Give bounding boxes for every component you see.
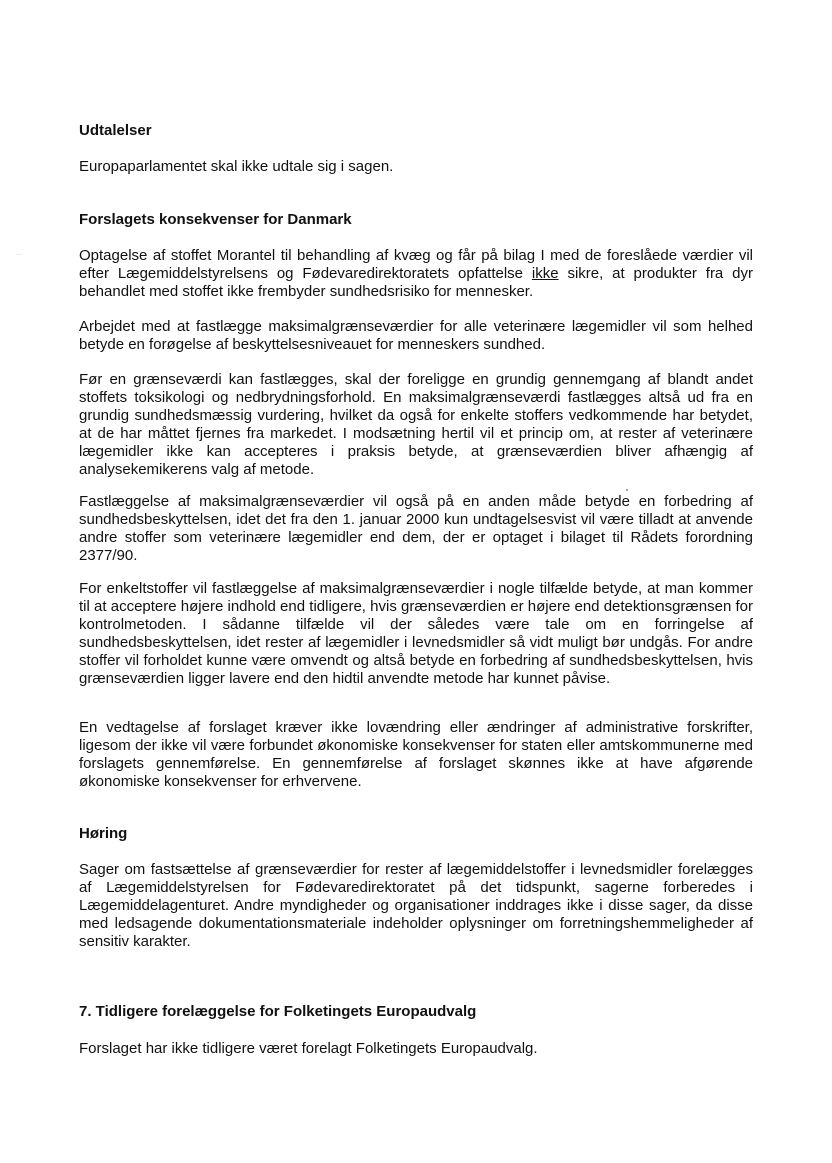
paragraph-tidligere: Forslaget har ikke tidligere været forelagt Folketingets Europaudvalg. — [79, 1040, 538, 1057]
paragraph-konsekvenser-4: Fastlæggelse af maksimalgrænseværdier vil også på en anden måde betyde en forbedring af sundhedsbeskyttelsen, idet det fra den 1. januar 2000 kun undtagelsesvist vil være tilladt at anvende andre stoffer som veterinære lægemidler end dem, der er optaget i bilaget til Rådets forordning 2377/90. — [79, 493, 753, 564]
paragraph-konsekvenser-2: Arbejdet med at fastlægge maksimalgrænseværdier for alle veterinære lægemidler vil som helhed betyde en forøgelse af beskyttelsesniveauet for menneskers sundhed. — [79, 318, 753, 353]
heading-konsekvenser: Forslagets konsekvenser for Danmark — [79, 211, 352, 228]
heading-udtalelser: Udtalelser — [79, 122, 152, 139]
p1-underlined-word: ikke — [531, 265, 559, 282]
scan-mark: ··· — [16, 252, 22, 258]
heading-tidligere: 7. Tidligere forelæggelse for Folketingets Europaudvalg — [79, 1003, 477, 1020]
heading-hoering: Høring — [79, 825, 128, 842]
paragraph-hoering: Sager om fastsættelse af grænseværdier for rester af lægemiddelstoffer i levnedsmidler forelægges af Lægemiddelstyrelsen for Fødevaredirektoratet på det tidspunkt, sagerne forberedes i Lægemiddelagenturet. Andre myndigheder og organisationer inddrages ikke i disse sager, da disse med ledsagende dokumentationsmateriale indeholder oplysninger om forretningshemmeligheder af sensitiv karakter. — [79, 861, 753, 950]
paragraph-konsekvenser-1 — [79, 247, 753, 301]
p1-text-before: Optagelse af stoffet Morantel til behandling af kvæg og får på bilag I med de foreslåede værdier vil efter Lægemiddelstyrelsens og Fødevaredirektoratets opfattelse — [79, 247, 753, 282]
paragraph-konsekvenser-6: En vedtagelse af forslaget kræver ikke lovændring eller ændringer af administrative forskrifter, ligesom der ikke vil være forbundet økonomiske konsekvenser for staten eller amtskommunerne med forslagets gennemførelse. En gennemførelse af forslaget skønnes ikke at have afgørende økonomiske konsekvenser for erhvervene. — [79, 719, 753, 790]
paragraph-konsekvenser-5: For enkeltstoffer vil fastlæggelse af maksimalgrænseværdier i nogle tilfælde betyde, at man kommer til at acceptere højere indhold end tidligere, hvis grænseværdien er højere end detektionsgrænsen for kontrolmetoden. I sådanne tilfælde vil der således være tale om en forringelse af sundhedsbeskyttelsen, idet rester af lægemidler i levnedsmidler så vidt muligt bør undgås. For andre stoffer vil forholdet kunne være omvendt og altså betyde en forbedring af sundhedsbeskyttelsen, hvis grænseværdien ligger lavere end den hidtil anvendte metode har kunnet påvise. — [79, 580, 753, 687]
p1-text-after: sikre, at produkter fra dyr behandlet med stoffet ikke frembyder sundhedsrisiko for mennesker. — [79, 265, 753, 300]
paragraph-udtalelser: Europaparlamentet skal ikke udtale sig i sagen. — [79, 158, 394, 175]
scan-speck — [626, 489, 628, 491]
paragraph-konsekvenser-3: Før en grænseværdi kan fastlægges, skal der foreligge en grundig gennemgang af blandt andet stoffets toksikologi og nedbrydningsforhold. En maksimalgrænseværdi fastlægges altså ud fra en grundig sundhedsmæssig vurdering, hvilket da også for enkelte stoffers vedkommende har betydet, at de har måttet fjernes fra markedet. I modsætning hertil vil et princip om, at rester af veterinære lægemidler ikke kan accepteres i praksis betyde, at grænseværdien bliver afhængig af analysekemikerens valg af metode. — [79, 371, 753, 478]
